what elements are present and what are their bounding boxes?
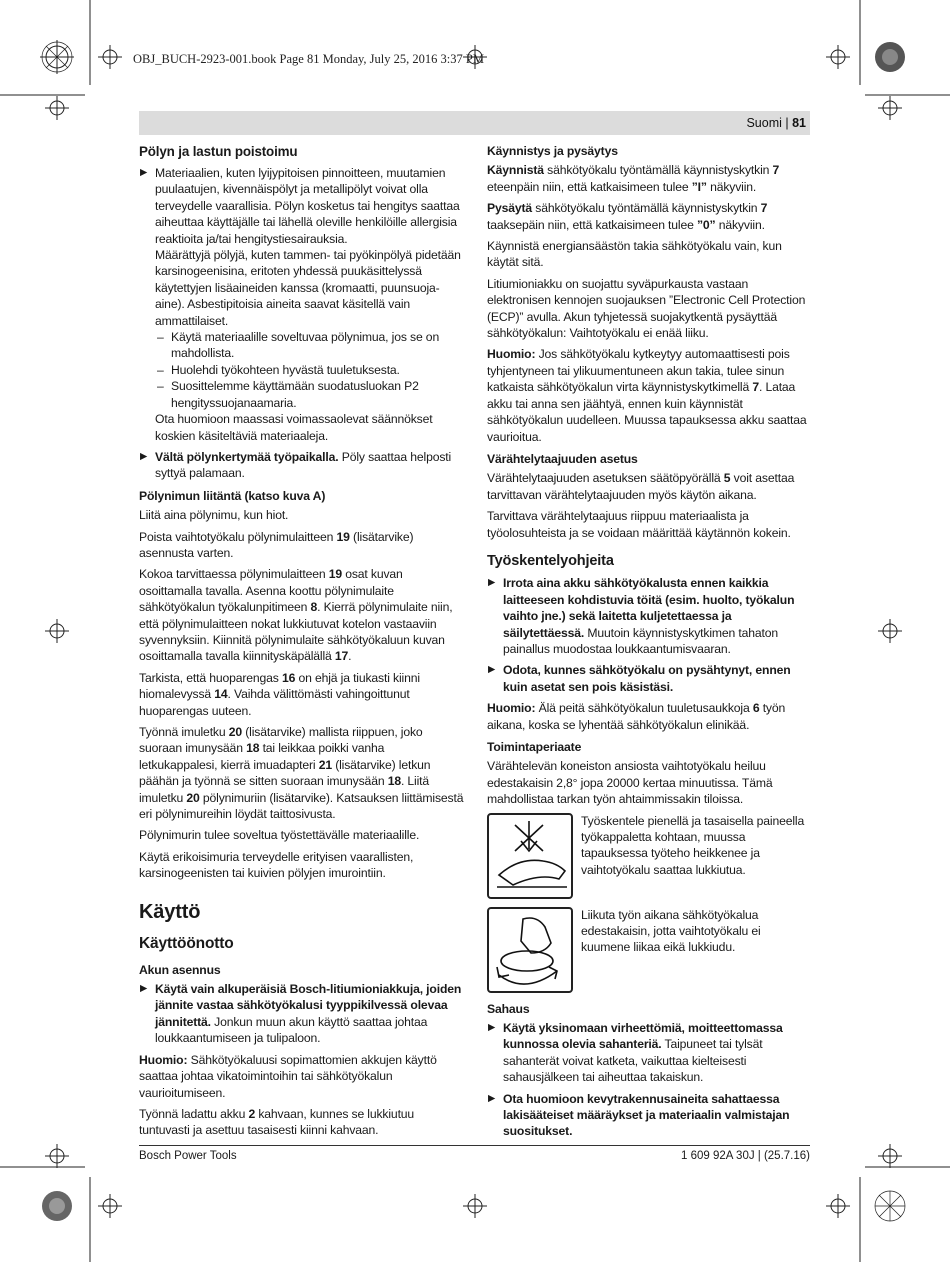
warning-saw-blades: ▶ Käytä yksinomaan virheettömiä, moitteettomassa kunnossa olevia sahanteriä. Taipuneet tai tylsät sahanterät voivat katketa, vaikuttaa kielteisesti sahausjälkeen tai aiheuttaa takaiskun. <box>487 1020 810 1086</box>
warning-lightweight-materials: ▶ Ota huomioon kevytrakennusaineita sahattaessa lakisääteiset määräykset ja materiaalin valmistajan suositukset. <box>487 1091 810 1140</box>
dash-item: – Huolehdi työkohteen hyvästä tuuletuksesta. <box>139 362 464 378</box>
figure-text: Liikuta työn aikana sähkötyökalua edestakaisin, jotta vaihtotyökalu ei kuumene liikaa eikä lukkiudu. <box>581 907 761 955</box>
paragraph: Tarvittava värähtelytaajuus riippuu materiaalista ja työolosuhteista ja se voidaan määrittää käytännön kokein. <box>487 509 791 540</box>
heading-dust-extraction: Pölyn ja lastun poistoimu <box>139 144 298 159</box>
heading-startup: Käyttöönotto <box>139 934 234 952</box>
paragraph: Litiumioniakku on suojattu syväpurkausta vastaan elektronisen kennojen suojauksen ”Electronic Cell Protection (ECP)” avulla. Akun tyhjetessä suojakytkentä pysäyttää sähkötyökalun: Vaihtotyökalu ei enää liiku. <box>487 276 806 341</box>
heading-battery-install: Akun asennus <box>139 962 221 977</box>
heading-on-off: Käynnistys ja pysäytys <box>487 144 618 158</box>
paragraph: Käynnistä energiansäästön takia sähkötyökalu vain, kun käytät sitä. <box>487 239 782 270</box>
right-column <box>487 143 810 1145</box>
page-number: 81 <box>792 116 806 130</box>
paragraph: Kokoa tarvittaessa pölynimulaitteen 19 osat kuvan osoittamalla tavalla. Asenna koottu pölynimulaite sähkötyökalun työkalunpitimeen 8. Kierrä pölynimulaite niin, että pölynimulaitteen nokat lukkiutuvat kotelon vastaaviin syvennyksiin. Kiinnitä pölynimulaite sähkötyökaluun kuvan osoittamalla tavalla kiinnityskäpälällä 17. <box>139 567 453 664</box>
heading-principle: Toimintaperiaate <box>487 740 582 754</box>
paragraph: Tarkista, että huoparengas 16 on ehjä ja tiukasti kiinni hiomalevyssä 14. Vaihda välittömästi vahingoittunut huoparengas uuteen. <box>139 670 420 718</box>
paragraph: Työnnä imuletku 20 (lisätarvike) mallista riippuen, joko suoraan imunysään 18 tai leikkaa poikki vanha letkukappalesi, kierrä imuadapteri 21 (lisätarvike) letkun päähän ja työnnä se sitten suoraan imunysään 18. Liitä imuletku 20 pölynimuriin (lisätarvike). Katsauksen liittämisestä eri pölynimureihin löydät taittosivusta. <box>139 725 464 822</box>
paragraph: Pysäytä sähkötyökalu työntämällä käynnistyskytkin 7 taaksepäin niin, että katkaisimeen tulee ”0” näkyviin. <box>487 201 768 232</box>
header-language: Suomi <box>746 116 782 130</box>
heading-sawing: Sahaus <box>487 1001 530 1016</box>
warning-original-batteries: ▶ Käytä vain alkuperäisiä Bosch-litiumioniakkuja, joiden jännite vastaa sähkötyökalusi tyyppikilvessä olevaa jännitettä. Jonkun muun akun käyttö saattaa johtaa loukkaantumiseen ja tulipaloon. <box>139 981 464 1047</box>
paragraph: Värähtelevän koneiston ansiosta vaihtotyökalu heiluu edestakaisin 2,8° jopa 20000 kertaa minuutissa. Tämä mahdollistaa tarkan työn ahtaimmissakin tiloissa. <box>487 759 773 807</box>
warning-dust-hazard: ▶ Materiaalien, kuten lyijypitoisen pinnoitteen, muutamien puulaatujen, kivennäispölyt ja metallipölyt voivat olla terveydelle vaarallisia. Pölyn kosketus tai hengitys saattaa aiheuttaa käyttäjälle tai lähellä oleville henkilöille allergisia reaktioita ja/tai hengitystiesairauksia. Määrättyjä pölyjä, kuten tammen- tai pyökinpölyä pidetään karsinogeenisina, eritoten yhdessä puukäsittelyssä käytettyjen lisäaineiden kanssa (kromaatti, puunsuoja-aine). Asbestipitoisia aineita saavat käsitellä vain ammattilaiset. – Käytä materiaalille soveltuvaa pölynimua, jos se on mahdollista. – Huolehdi työkohteen hyvästä tuuletuksesta. – Suosittelemme käyttämään suodatusluokan P2 hengityssuojanaamaria. Ota huomioon maassasi voimassaolevat säännökset koskien käsiteltäviä materiaaleja. <box>139 165 464 444</box>
paragraph: Pölynimurin tulee soveltua työstettävälle materiaalille. <box>139 828 420 843</box>
paragraph: Työnnä ladattu akku 2 kahvaan, kunnes se lukkiutuu tuntuvasti ja asettuu tasaisesti kiinni kahvaan. <box>139 1106 415 1138</box>
warning-wait-stop: ▶ Odota, kunnes sähkötyökalu on pysähtynyt, ennen kuin asetat sen pois käsistäsi. <box>487 662 810 695</box>
paragraph: Liitä aina pölynimu, kun hiot. <box>139 508 289 523</box>
header-bar <box>139 111 810 135</box>
left-column <box>139 143 464 1144</box>
footer-docnumber: 1 609 92A 30J | (25.7.16) <box>681 1150 810 1162</box>
heading-frequency: Värähtelytaajuuden asetus <box>487 451 638 466</box>
dash-item: – Suosittelemme käyttämään suodatusluokan P2 hengityssuojanaamaria. <box>139 378 464 411</box>
movement-illustration <box>487 907 573 993</box>
dash-item: – Käytä materiaalille soveltuvaa pölynimua, jos se on mahdollista. <box>139 329 464 362</box>
heading-vacuum-connection: Pölynimun liitäntä (katso kuva A) <box>139 488 326 503</box>
warning-dust-accumulation: ▶ Vältä pölynkertymää työpaikalla. Pöly saattaa helposti syttyä palamaan. <box>139 449 464 482</box>
figure-text: Työskentele pienellä ja tasaisella paineella työkappaletta kohtaan, muussa tapauksessa työteho heikkenee ja vaihtotyökalu saattaa lukkiutua. <box>581 813 805 877</box>
paragraph: Värähtelytaajuuden asetuksen säätöpyörällä 5 voit asettaa tarvittavan värähtelytaajuuden myös käytön aikana. <box>487 471 795 502</box>
warning-remove-battery: ▶ Irrota aina akku sähkötyökalusta ennen kaikkia laitteeseen kohdistuvia töitä (esim. huolto, työkalun vaihto jne.) sekä laitetta kuljetettaessa ja säilytettäessä. Muutoin käynnistyskytkimen tahaton painallus muodostaa loukkaantumisvaaran. <box>487 575 810 657</box>
pressure-illustration <box>487 813 573 899</box>
heading-operation: Käyttö <box>139 900 201 923</box>
figure-movement <box>487 907 810 993</box>
paragraph: Poista vaihtotyökalu pölynimulaitteen 19 (lisätarvike) asennusta varten. <box>139 529 414 560</box>
figure-pressure <box>487 813 810 899</box>
heading-working-advice: Työskentelyohjeita <box>487 552 614 569</box>
note: Huomio: Jos sähkötyökalu kytkeytyy automaattisesti pois tyhjentyneen tai ylikuumentuneen akun takia, tulee sinun katkaista sähkötyökalun virta käynnistyskytkimellä 7. Lataa akku tai anna sen jäähtyä, ennen kuin käynnistät sähkötyökalun uudelleen. Muussa tapauksessa akku saattaa vaurioitua. <box>487 347 807 444</box>
note: Huomio: Sähkötyökaluusi sopimattomien akkujen käyttö saattaa johtaa vikatoimintoihin tai sähkötyökalun vaurioitumiseen. <box>139 1052 437 1100</box>
paragraph: Käynnistä sähkötyökalu työntämällä käynnistyskytkin 7 eteenpäin niin, että katkaisimeen tulee ”I” näkyviin. <box>487 163 780 194</box>
page-header: Suomi | 81 <box>746 116 806 130</box>
paragraph: Käytä erikoisimuria terveydelle erityisen vaarallisten, karsinogeenisten tai kuivien pölyjen imurointiin. <box>139 849 414 881</box>
note: Huomio: Älä peitä sähkötyökalun tuuletusaukkoja 6 työn aikana, koska se lyhentää sähkötyökalun elinikää. <box>487 701 786 732</box>
print-info: OBJ_BUCH-2923-001.book Page 81 Monday, July 25, 2016 3:37 PM <box>133 52 484 66</box>
footer-divider <box>139 1145 810 1146</box>
footer-brand: Bosch Power Tools <box>139 1150 237 1162</box>
